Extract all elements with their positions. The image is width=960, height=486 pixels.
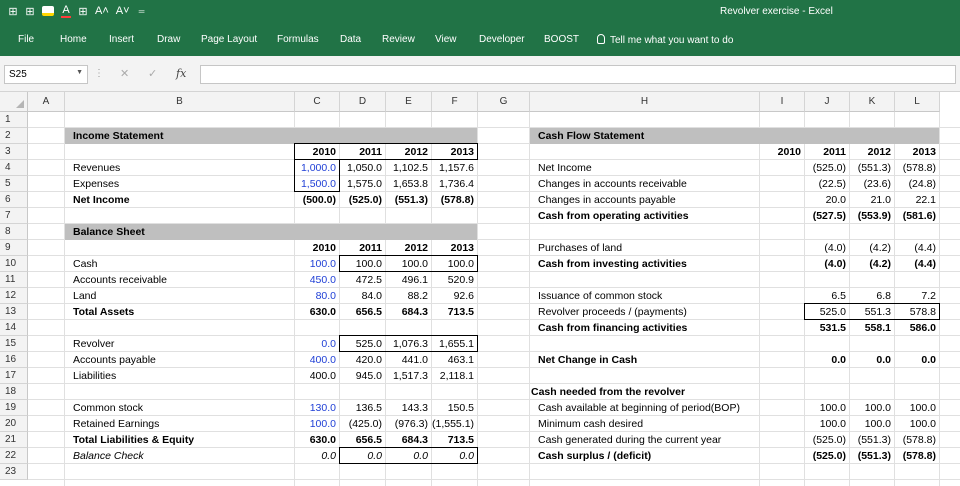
column-header-j[interactable]: J	[805, 92, 850, 112]
revolver-value-cell[interactable]: 100.0	[819, 402, 846, 414]
gridline-vertical	[939, 112, 940, 486]
bs-value-cell[interactable]: 472.5	[355, 274, 382, 286]
cf-value-cell[interactable]: (4.0)	[824, 242, 846, 254]
cf-year-header[interactable]: 2011	[823, 146, 846, 158]
cf-value-cell[interactable]: 531.5	[819, 322, 846, 334]
cf-row-label[interactable]: Changes in accounts payable	[538, 194, 676, 206]
bs-value-cell[interactable]: 463.1	[447, 354, 474, 366]
increase-font-icon[interactable]: A˄	[95, 5, 109, 17]
bs-value-cell[interactable]: 100.0	[355, 258, 382, 270]
bs-value-cell[interactable]: 130.0	[309, 402, 336, 414]
bs-value-cell[interactable]: 150.5	[447, 402, 474, 414]
cf-row-label[interactable]: Cash from operating activities	[538, 210, 689, 222]
cf-value-cell[interactable]: (22.5)	[818, 178, 846, 190]
revolver-value-cell[interactable]: 100.0	[909, 402, 936, 414]
bs-value-cell[interactable]: 1,517.3	[392, 370, 428, 382]
is-value-cell[interactable]: 1,736.4	[438, 178, 474, 190]
quick-access-toolbar	[8, 4, 147, 18]
bs-row-label[interactable]: Accounts payable	[73, 354, 156, 366]
tab-file[interactable]: File	[18, 34, 35, 45]
bs-row-label[interactable]: Common stock	[73, 402, 144, 414]
cf-value-cell[interactable]: 20.0	[825, 194, 846, 206]
revolver-value-cell[interactable]: (551.3)	[857, 434, 891, 446]
title-bar	[0, 0, 960, 25]
name-box-value: S25	[9, 69, 27, 80]
bs-value-cell[interactable]: 656.5	[355, 434, 382, 446]
bs-value-cell[interactable]: 684.3	[401, 434, 428, 446]
bs-value-cell[interactable]: 684.3	[401, 306, 428, 318]
bs-value-cell[interactable]: 0.0	[321, 450, 336, 462]
is-value-cell[interactable]: 1,653.8	[392, 178, 428, 190]
cf-row-label[interactable]: Purchases of land	[538, 242, 623, 254]
row-header-15[interactable]: 15	[0, 336, 28, 352]
row-header-17[interactable]: 17	[0, 368, 28, 384]
row-header-8[interactable]: 8	[0, 224, 28, 240]
cf-value-cell[interactable]: (581.6)	[902, 210, 936, 222]
bs-row-label[interactable]: Liabilities	[73, 370, 117, 382]
is-value-cell[interactable]: (551.3)	[394, 194, 428, 206]
row-header-10[interactable]: 10	[0, 256, 28, 272]
bs-value-cell[interactable]: 84.0	[361, 290, 382, 302]
bs-year-header[interactable]: 2013	[450, 242, 474, 254]
cf-year-header[interactable]: 2010	[777, 146, 801, 158]
cf-value-cell[interactable]: (525.0)	[812, 162, 846, 174]
revolver-value-cell[interactable]: (525.0)	[812, 450, 846, 462]
is-value-cell[interactable]: (500.0)	[302, 194, 336, 206]
cf-row-label[interactable]: Revolver proceeds / (payments)	[538, 306, 687, 318]
decrease-font-icon[interactable]: A˅	[115, 5, 130, 17]
cancel-icon[interactable]: ✕	[120, 68, 130, 80]
is-year-header[interactable]: 2010	[312, 146, 336, 158]
bs-value-cell[interactable]: (1,555.1)	[432, 418, 475, 430]
gridline-vertical	[529, 112, 530, 486]
bs-value-cell[interactable]: (425.0)	[348, 418, 382, 430]
bs-value-cell[interactable]: 143.3	[401, 402, 428, 414]
tab-data[interactable]: Data	[340, 34, 362, 45]
gridline-horizontal	[28, 383, 960, 384]
revolver-row-label[interactable]: Cash available at beginning of period(BOP)	[538, 402, 740, 414]
cf-value-cell[interactable]: 586.0	[909, 322, 936, 334]
gridline-horizontal	[28, 479, 960, 480]
save-icon[interactable]: ⊞	[8, 5, 18, 18]
bs-year-header[interactable]: 2012	[404, 242, 428, 254]
name-box[interactable]	[4, 65, 88, 84]
worksheet-grid[interactable]	[0, 92, 960, 486]
row-header-14[interactable]: 14	[0, 320, 28, 336]
bs-value-cell[interactable]: 136.5	[355, 402, 382, 414]
tell-me-label: Tell me what you want to do	[610, 35, 734, 46]
cf-year-header[interactable]: 2013	[912, 146, 936, 158]
bs-value-cell[interactable]: 1,655.1	[438, 338, 474, 350]
bs-year-header[interactable]: 2011	[359, 242, 382, 254]
cf-value-cell[interactable]: (23.6)	[863, 178, 891, 190]
row-header-13[interactable]: 13	[0, 304, 28, 320]
cf-value-cell[interactable]: (4.0)	[824, 258, 846, 270]
bs-value-cell[interactable]: 450.0	[309, 274, 336, 286]
bs-value-cell[interactable]: 713.5	[447, 306, 474, 318]
is-value-cell[interactable]: (578.8)	[440, 194, 474, 206]
tab-page-layout[interactable]: Page Layout	[201, 34, 258, 45]
bs-value-cell[interactable]: 496.1	[401, 274, 428, 286]
formula-input[interactable]	[200, 65, 956, 84]
bs-row-label[interactable]: Retained Earnings	[73, 418, 160, 430]
is-value-cell[interactable]: 1,500.0	[300, 178, 336, 190]
revolver-row-label[interactable]: Cash surplus / (deficit)	[538, 450, 652, 462]
row-header-4[interactable]: 4	[0, 160, 28, 176]
bs-year-header[interactable]: 2010	[312, 242, 336, 254]
is-row-label[interactable]: Expenses	[73, 178, 120, 190]
column-header-c[interactable]: C	[295, 92, 340, 112]
drag-handle-icon[interactable]: ⋮	[94, 68, 104, 79]
tell-me-box[interactable]	[597, 34, 733, 46]
bs-value-cell[interactable]: 520.9	[447, 274, 474, 286]
revolver-value-cell[interactable]: 100.0	[819, 418, 846, 430]
column-header-l[interactable]: L	[895, 92, 940, 112]
tab-formulas[interactable]: Formulas	[277, 34, 319, 45]
cf-row-label[interactable]: Cash from investing activities	[538, 258, 687, 270]
cf-value-cell[interactable]: (551.3)	[857, 162, 891, 174]
row-header-6[interactable]: 6	[0, 192, 28, 208]
tab-insert[interactable]: Insert	[109, 34, 135, 45]
balance-sheet-title[interactable]: Balance Sheet	[73, 226, 145, 238]
bs-value-cell[interactable]: 713.5	[447, 434, 474, 446]
fill-color-icon[interactable]	[42, 6, 54, 16]
row-header-3[interactable]: 3	[0, 144, 28, 160]
revolver-row-label[interactable]: Cash generated during the current year	[538, 434, 722, 446]
formula-bar	[0, 56, 960, 92]
tab-draw[interactable]: Draw	[157, 34, 181, 45]
tab-developer[interactable]: Developer	[479, 34, 525, 45]
bs-value-cell[interactable]: 441.0	[401, 354, 428, 366]
bs-value-cell[interactable]: 630.0	[309, 306, 336, 318]
font-color-icon[interactable]: A	[62, 4, 70, 16]
select-all-button[interactable]	[0, 92, 28, 112]
row-header-22[interactable]: 22	[0, 448, 28, 464]
cf-value-cell[interactable]: (4.2)	[869, 242, 891, 254]
cf-value-cell[interactable]: 0.0	[831, 354, 846, 366]
is-value-cell[interactable]: 1,575.0	[346, 178, 382, 190]
bs-value-cell[interactable]: 0.0	[321, 338, 336, 350]
bs-row-label[interactable]: Balance Check	[73, 450, 144, 462]
bs-value-cell[interactable]: 400.0	[309, 354, 336, 366]
is-row-label[interactable]: Revenues	[73, 162, 121, 174]
insert-function-icon[interactable]: fx	[176, 67, 187, 80]
gridline-vertical	[477, 112, 478, 486]
column-header-d[interactable]: D	[340, 92, 386, 112]
cf-value-cell[interactable]: (527.5)	[812, 210, 846, 222]
tab-view[interactable]: View	[435, 34, 457, 45]
cash-flow-title[interactable]: Cash Flow Statement	[538, 130, 645, 142]
cf-value-cell[interactable]: 7.2	[921, 290, 936, 302]
cf-row-label[interactable]: Net Income	[538, 162, 592, 174]
row-header-11[interactable]: 11	[0, 272, 28, 288]
tab-review[interactable]: Review	[382, 34, 415, 45]
revolver-value-cell[interactable]: (525.0)	[812, 434, 846, 446]
bs-value-cell[interactable]: 88.2	[407, 290, 428, 302]
cf-row-label[interactable]: Issuance of common stock	[538, 290, 663, 302]
revolver-proceeds-border	[804, 303, 940, 320]
bs-value-cell[interactable]: 2,118.1	[439, 370, 474, 382]
revolver-value-cell[interactable]: (578.8)	[902, 450, 936, 462]
column-header-g[interactable]: G	[478, 92, 530, 112]
bs-value-cell[interactable]: 945.0	[355, 370, 382, 382]
is-inputs-border	[294, 159, 340, 192]
cash-row-border	[339, 255, 478, 272]
cf-value-cell[interactable]: 525.0	[819, 306, 846, 318]
is-value-cell[interactable]: 1,102.5	[392, 162, 428, 174]
is-value-cell[interactable]: 1,157.6	[438, 162, 474, 174]
row-header-20[interactable]: 20	[0, 416, 28, 432]
is-value-cell[interactable]: 1,000.0	[300, 162, 336, 174]
row-header-21[interactable]: 21	[0, 432, 28, 448]
is-row-label[interactable]: Net Income	[73, 194, 130, 206]
bs-value-cell[interactable]: 100.0	[447, 258, 474, 270]
cf-value-cell[interactable]: 0.0	[921, 354, 936, 366]
revolver-section-title[interactable]: Cash needed from the revolver	[531, 386, 686, 398]
tab-boost[interactable]: BOOST	[544, 34, 580, 45]
bs-value-cell[interactable]: 420.0	[355, 354, 382, 366]
row-header-9[interactable]: 9	[0, 240, 28, 256]
cf-row-label[interactable]: Net Change in Cash	[538, 354, 638, 366]
column-header-k[interactable]: K	[850, 92, 895, 112]
column-header-b[interactable]: B	[65, 92, 295, 112]
revolver-row-label[interactable]: Minimum cash desired	[538, 418, 644, 430]
tab-home[interactable]: Home	[60, 34, 87, 45]
bs-value-cell[interactable]: 400.0	[309, 370, 336, 382]
bs-row-label[interactable]: Total Assets	[73, 306, 135, 318]
cf-value-cell[interactable]: 6.5	[831, 290, 846, 302]
revolver-value-cell[interactable]: 100.0	[864, 402, 891, 414]
cf-value-cell[interactable]: (4.2)	[869, 258, 891, 270]
bs-value-cell[interactable]: 100.0	[309, 258, 336, 270]
column-header-i[interactable]: I	[760, 92, 805, 112]
row-header-7[interactable]: 7	[0, 208, 28, 224]
bs-row-label[interactable]: Land	[73, 290, 97, 302]
is-year-header[interactable]: 2011	[359, 146, 382, 158]
row-header-16[interactable]: 16	[0, 352, 28, 368]
borders-icon[interactable]: ⊞	[78, 5, 88, 18]
bs-row-label[interactable]: Revolver	[73, 338, 115, 350]
bs-value-cell[interactable]: 80.0	[315, 290, 336, 302]
income-statement-title[interactable]: Income Statement	[73, 130, 164, 142]
cf-year-header[interactable]: 2012	[867, 146, 891, 158]
is-year-header[interactable]: 2013	[450, 146, 474, 158]
bs-row-label[interactable]: Total Liabilities & Equity	[73, 434, 195, 446]
cf-row-label[interactable]: Changes in accounts receivable	[538, 178, 687, 190]
cf-value-cell[interactable]: 578.8	[909, 306, 936, 318]
is-value-cell[interactable]: 1,050.0	[346, 162, 382, 174]
column-header-a[interactable]: A	[28, 92, 65, 112]
bs-value-cell[interactable]: 630.0	[309, 434, 336, 446]
bs-value-cell[interactable]: 0.0	[367, 450, 382, 462]
row-header-23[interactable]: 23	[0, 464, 28, 480]
ribbon	[0, 25, 960, 56]
bs-value-cell[interactable]: 0.0	[459, 450, 474, 462]
gridline-vertical	[759, 112, 760, 486]
bs-value-cell[interactable]: 100.0	[309, 418, 336, 430]
cf-value-cell[interactable]: 22.1	[915, 194, 936, 206]
enter-icon[interactable]: ✓	[148, 68, 158, 80]
is-value-cell[interactable]: (525.0)	[348, 194, 382, 206]
bs-value-cell[interactable]: (976.3)	[394, 418, 428, 430]
row-header-19[interactable]: 19	[0, 400, 28, 416]
is-years-border	[294, 143, 478, 160]
cf-value-cell[interactable]: (4.4)	[914, 258, 936, 270]
document-title: Revolver exercise - Excel	[720, 6, 833, 17]
row-header-18[interactable]: 18	[0, 384, 28, 400]
bs-value-cell[interactable]: 100.0	[401, 258, 428, 270]
customize-qat-icon[interactable]: ═	[138, 6, 145, 16]
cf-value-cell[interactable]: 0.0	[876, 354, 891, 366]
revolver-value-cell[interactable]: (578.8)	[902, 434, 936, 446]
chevron-down-icon[interactable]: ▼	[76, 69, 83, 76]
row-header-1[interactable]: 1	[0, 112, 28, 128]
column-header-f[interactable]: F	[432, 92, 478, 112]
is-year-header[interactable]: 2012	[404, 146, 428, 158]
row-header-5[interactable]: 5	[0, 176, 28, 192]
cf-value-cell[interactable]: 551.3	[864, 306, 891, 318]
bs-value-cell[interactable]: 656.5	[355, 306, 382, 318]
revolver-value-cell[interactable]: 100.0	[864, 418, 891, 430]
bs-value-cell[interactable]: 1,076.3	[392, 338, 428, 350]
grid-icon[interactable]: ⊞	[25, 5, 35, 18]
gridline-vertical	[64, 112, 65, 486]
revolver-value-cell[interactable]: (551.3)	[857, 450, 891, 462]
revolver-row-border	[339, 335, 478, 352]
column-header-h[interactable]: H	[530, 92, 760, 112]
cf-value-cell[interactable]: 558.1	[864, 322, 891, 334]
cf-value-cell[interactable]: (578.8)	[902, 162, 936, 174]
bs-value-cell[interactable]: 0.0	[413, 450, 428, 462]
bs-row-label[interactable]: Cash	[73, 258, 98, 270]
cf-value-cell[interactable]: 21.0	[870, 194, 891, 206]
bs-value-cell[interactable]: 92.6	[453, 290, 474, 302]
lightbulb-icon	[597, 34, 605, 44]
column-header-e[interactable]: E	[386, 92, 432, 112]
bs-row-label[interactable]: Accounts receivable	[73, 274, 167, 286]
bs-value-cell[interactable]: 525.0	[355, 338, 382, 350]
balance-check-border	[339, 447, 478, 464]
revolver-value-cell[interactable]: 100.0	[909, 418, 936, 430]
cf-value-cell[interactable]: (24.8)	[908, 178, 936, 190]
cf-row-label[interactable]: Cash from financing activities	[538, 322, 688, 334]
row-header-12[interactable]: 12	[0, 288, 28, 304]
cf-value-cell[interactable]: (553.9)	[857, 210, 891, 222]
cf-value-cell[interactable]: (4.4)	[914, 242, 936, 254]
row-header-2[interactable]: 2	[0, 128, 28, 144]
cf-value-cell[interactable]: 6.8	[876, 290, 891, 302]
